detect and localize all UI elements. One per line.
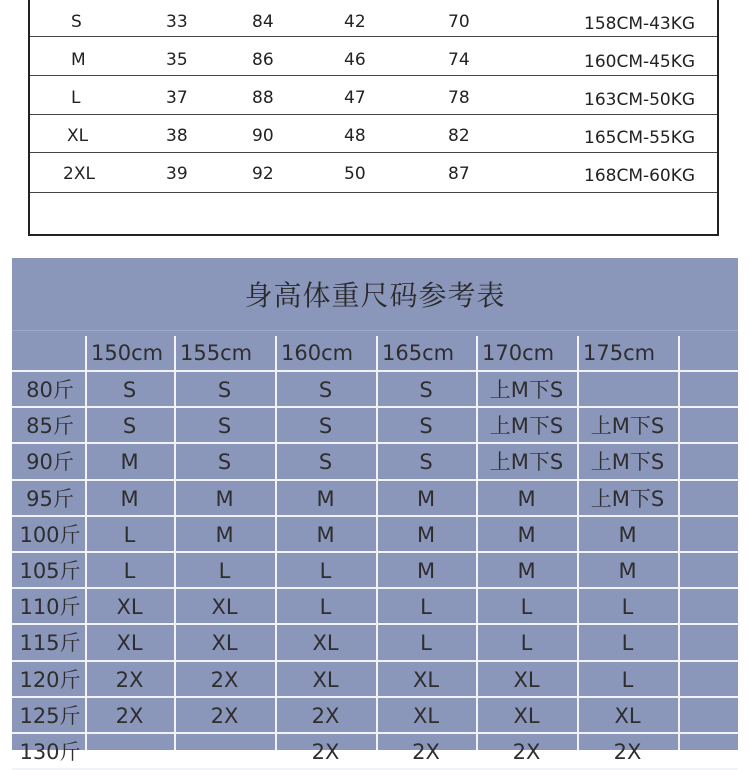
measurement-value: 92 <box>252 164 274 184</box>
size-cell: S <box>318 450 333 474</box>
size-cell: L <box>420 595 432 619</box>
size-cell: L <box>123 559 136 583</box>
size-cell: 上M下S <box>489 414 564 438</box>
height-header-175cm: 175cm <box>583 341 656 365</box>
measurement-value: 33 <box>166 12 188 32</box>
size-cell: XL <box>312 668 339 692</box>
size-cell: XL <box>211 631 238 655</box>
row-divider <box>30 36 717 37</box>
size-cell: 上M下S <box>489 378 564 402</box>
weight-label: 100斤 <box>19 523 81 547</box>
fit-value: 165CM-55KG <box>584 128 696 148</box>
size-cell: M <box>416 559 436 583</box>
size-cell: M <box>517 487 536 511</box>
size-cell: L <box>218 559 231 583</box>
weight-label: 85斤 <box>26 414 74 438</box>
measurement-value: 50 <box>344 164 366 184</box>
size-cell: S <box>318 378 333 402</box>
size-cell: M <box>316 487 335 511</box>
size-cell: S <box>122 414 137 438</box>
size-cell: M <box>618 523 637 547</box>
height-weight-size-chart <box>12 258 738 764</box>
size-cell: XL <box>513 704 540 728</box>
row-divider <box>30 152 717 153</box>
size-cell: 上M下S <box>590 487 665 511</box>
measurement-value: 88 <box>252 88 274 108</box>
size-measurement-table <box>28 0 719 236</box>
measurement-value: 35 <box>166 50 188 70</box>
measurement-value: 47 <box>344 88 366 108</box>
size-cell: XL <box>116 595 143 619</box>
size-cell: XL <box>513 668 540 692</box>
measurement-value: 82 <box>448 126 470 146</box>
weight-label: 80斤 <box>26 378 74 402</box>
measurement-value: 84 <box>252 12 274 32</box>
measurement-value: 37 <box>166 88 188 108</box>
measurement-value: 78 <box>448 88 470 108</box>
weight-label: 115斤 <box>19 631 81 655</box>
height-header-160cm: 160cm <box>281 341 354 365</box>
size-cell: 2X <box>210 704 239 728</box>
size-cell: 2X <box>115 668 144 692</box>
size-cell: S <box>217 414 232 438</box>
size-cell: XL <box>412 668 440 692</box>
size-cell: M <box>215 487 234 511</box>
measurement-value: 38 <box>166 126 188 146</box>
size-cell: S <box>217 378 232 402</box>
size-label: M <box>71 50 86 70</box>
measurement-value: 42 <box>344 12 366 32</box>
weight-label: 130斤 <box>19 740 81 764</box>
size-cell: XL <box>116 631 143 655</box>
size-cell: 2X <box>210 668 239 692</box>
size-cell: XL <box>614 704 641 728</box>
size-cell <box>85 734 174 770</box>
size-cell <box>577 372 678 408</box>
size-cell: S <box>217 450 232 474</box>
size-cell: M <box>120 487 139 511</box>
size-cell: XL <box>412 704 440 728</box>
size-cell: L <box>520 631 533 655</box>
size-cell: S <box>318 414 333 438</box>
row-divider <box>30 192 717 193</box>
size-cell: M <box>517 523 536 547</box>
size-label: L <box>71 88 81 108</box>
fit-value: 163CM-50KG <box>584 90 696 110</box>
measurement-value: 39 <box>166 164 188 184</box>
size-cell: M <box>316 523 335 547</box>
size-row-m <box>30 40 717 78</box>
size-cell: M <box>215 523 234 547</box>
height-header-170cm: 170cm <box>482 341 555 365</box>
size-cell: 上M下S <box>590 414 665 438</box>
size-cell: 2X <box>412 740 440 764</box>
size-cell: L <box>319 595 332 619</box>
title-divider <box>12 330 738 331</box>
height-header-150cm: 150cm <box>91 341 164 365</box>
size-cell: L <box>621 668 634 692</box>
size-row-xl <box>30 116 717 154</box>
grid-column-line <box>678 336 680 750</box>
size-cell: L <box>123 523 136 547</box>
size-label: 2XL <box>63 164 95 184</box>
size-row-s <box>30 2 717 40</box>
size-cell: 2X <box>311 740 340 764</box>
size-label: S <box>71 12 82 32</box>
size-cell: 2X <box>311 704 340 728</box>
size-row-2xl <box>30 154 717 192</box>
fit-value: 160CM-45KG <box>584 52 696 72</box>
height-header-165cm: 165cm <box>382 341 455 365</box>
size-cell: 2X <box>115 704 144 728</box>
weight-label: 90斤 <box>26 450 74 474</box>
measurement-value: 87 <box>448 164 470 184</box>
measurement-value: 70 <box>448 12 470 32</box>
size-cell: 上M下S <box>489 450 564 474</box>
size-cell: L <box>621 595 634 619</box>
size-cell: S <box>419 414 433 438</box>
weight-label: 125斤 <box>19 704 81 728</box>
weight-label: 105斤 <box>19 559 81 583</box>
weight-label: 95斤 <box>26 487 74 511</box>
row-divider <box>30 114 717 115</box>
size-cell: 2X <box>613 740 642 764</box>
size-cell <box>174 734 275 770</box>
size-row-l <box>30 78 717 116</box>
weight-label: 120斤 <box>19 668 81 692</box>
size-cell: M <box>416 523 436 547</box>
size-cell: 2X <box>512 740 541 764</box>
row-divider <box>30 75 717 76</box>
measurement-value: 48 <box>344 126 366 146</box>
size-cell: M <box>517 559 536 583</box>
size-cell: XL <box>312 631 339 655</box>
size-cell: S <box>419 450 433 474</box>
size-cell: XL <box>211 595 238 619</box>
size-cell: M <box>618 559 637 583</box>
size-label: XL <box>67 126 89 146</box>
size-cell: L <box>520 595 533 619</box>
size-cell: M <box>120 450 139 474</box>
size-cell: L <box>420 631 432 655</box>
measurement-value: 90 <box>252 126 274 146</box>
size-cell: M <box>416 487 436 511</box>
measurement-value: 74 <box>448 50 470 70</box>
weight-label: 110斤 <box>19 595 81 619</box>
size-cell: 上M下S <box>590 450 665 474</box>
size-cell: L <box>319 559 332 583</box>
measurement-value: 46 <box>344 50 366 70</box>
chart-title: 身高体重尺码参考表 <box>244 279 506 312</box>
measurement-value: 86 <box>252 50 274 70</box>
size-cell: L <box>621 631 634 655</box>
height-header-155cm: 155cm <box>180 341 253 365</box>
size-cell: S <box>122 378 137 402</box>
fit-value: 168CM-60KG <box>584 166 696 186</box>
fit-value: 158CM-43KG <box>584 14 696 34</box>
size-cell: S <box>419 378 433 402</box>
